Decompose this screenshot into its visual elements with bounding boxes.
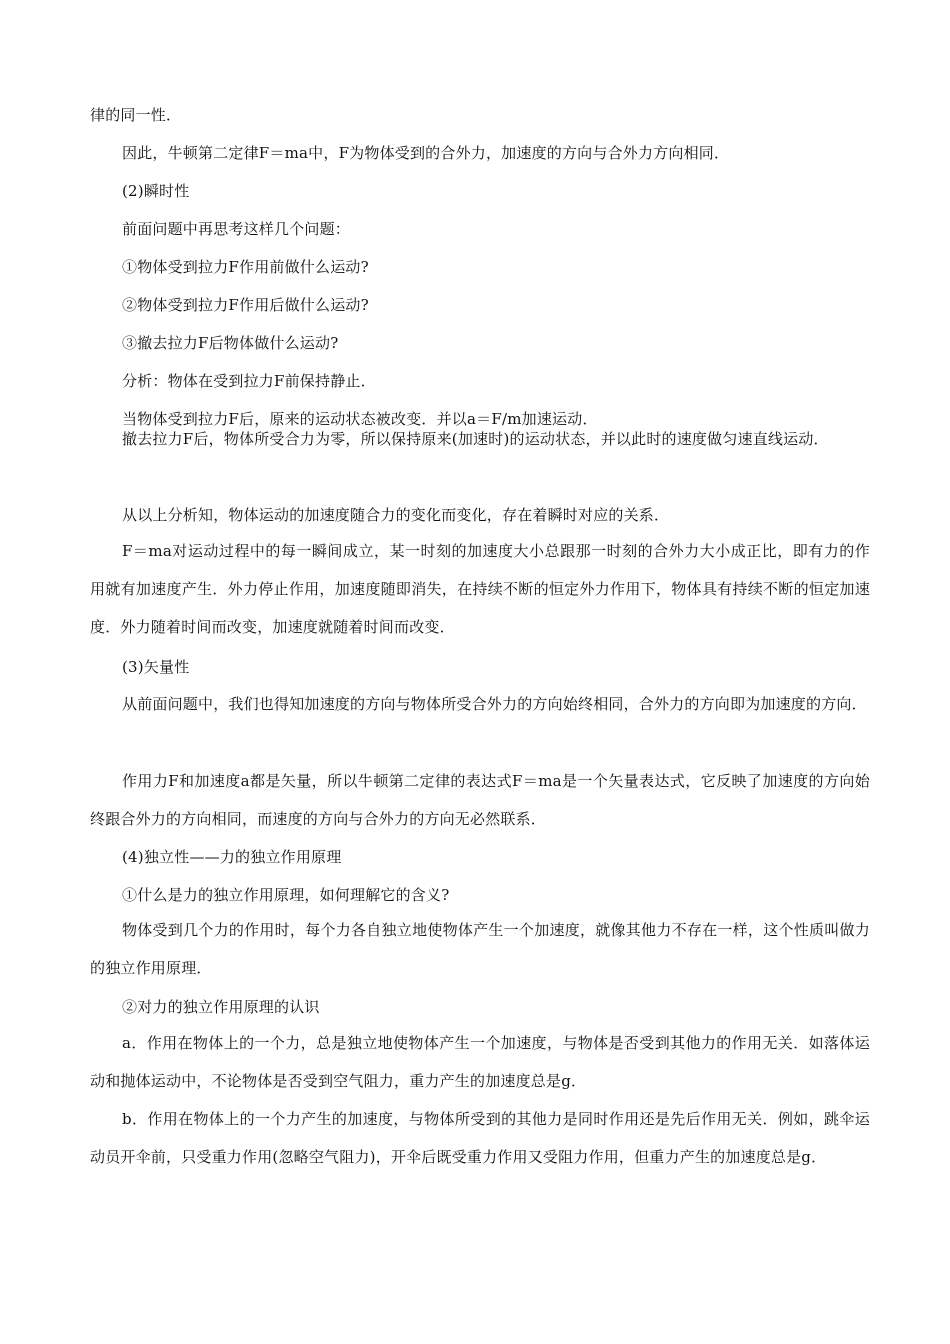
paragraph-conclusion: 从以上分析知，物体运动的加速度随合力的变化而变化，存在着瞬时对应的关系． (122, 506, 670, 524)
question-independence: ①什么是力的独立作用原理，如何理解它的含义? (122, 886, 450, 904)
paragraph-continuation: 律的同一性． (90, 106, 182, 124)
paragraph-questions-intro: 前面问题中再思考这样几个问题： (122, 220, 351, 238)
section-heading-instantaneity: (2)瞬时性 (122, 182, 190, 200)
question-1: ①物体受到拉力F作用前做什么运动? (122, 258, 369, 276)
paragraph-point-a: a．作用在物体上的一个力，总是独立地使物体产生一个加速度，与物体是否受到其他力的作用无关．如落体运动和抛体运动中，不论物体是否受到空气阻力，重力产生的加速度总是g． (90, 1034, 870, 1090)
paragraph-understanding: ②对力的独立作用原理的认识 (122, 998, 320, 1016)
paragraph-net-force: 因此，牛顿第二定律F＝ma中，F为物体受到的合外力，加速度的方向与合外力方向相同． (122, 144, 730, 162)
paragraph-vector-expression: 作用力F和加速度a都是矢量，所以牛顿第二定律的表达式F＝ma是一个矢量表达式，它反映了加速度的方向始终跟合外力的方向相同，而速度的方向与合外力的方向无必然联系． (90, 772, 870, 828)
paragraph-analysis: 分析：物体在受到拉力F前保持静止． (122, 372, 376, 390)
section-heading-vector: (3)矢量性 (122, 658, 190, 676)
paragraph-f-ma-instant: F＝ma对运动过程中的每一瞬间成立，某一时刻的加速度大小总跟那一时刻的合外力大小成正比，即有力的作用就有加速度产生．外力停止作用，加速度随即消失，在持续不断的恒定外力作用下，物体具有持续不断的恒定加速度．外力随着时间而改变，加速度就随着时间而改变． (90, 542, 870, 636)
paragraph-after-force: 当物体受到拉力F后，原来的运动状态被改变．并以a＝F/m加速运动． (122, 410, 598, 428)
section-heading-independence: (4)独立性——力的独立作用原理 (122, 848, 342, 866)
question-3: ③撤去拉力F后物体做什么运动? (122, 334, 339, 352)
question-2: ②物体受到拉力F作用后做什么运动? (122, 296, 369, 314)
paragraph-direction: 从前面问题中，我们也得知加速度的方向与物体所受合外力的方向始终相同，合外力的方向即为加速度的方向． (122, 695, 867, 713)
paragraph-independence-definition: 物体受到几个力的作用时，每个力各自独立地使物体产生一个加速度，就像其他力不存在一样，这个性质叫做力的独立作用原理． (90, 921, 870, 977)
paragraph-remove-force: 撤去拉力F后，物体所受合力为零，所以保持原来(加速时)的运动状态，并以此时的速度做匀速直线运动． (122, 430, 829, 448)
paragraph-point-b: b．作用在物体上的一个力产生的加速度，与物体所受到的其他力是同时作用还是先后作用无关．例如，跳伞运动员开伞前，只受重力作用(忽略空气阻力)，开伞后既受重力作用又受阻力作用，但重力产生的加速度总是g． (90, 1110, 870, 1166)
